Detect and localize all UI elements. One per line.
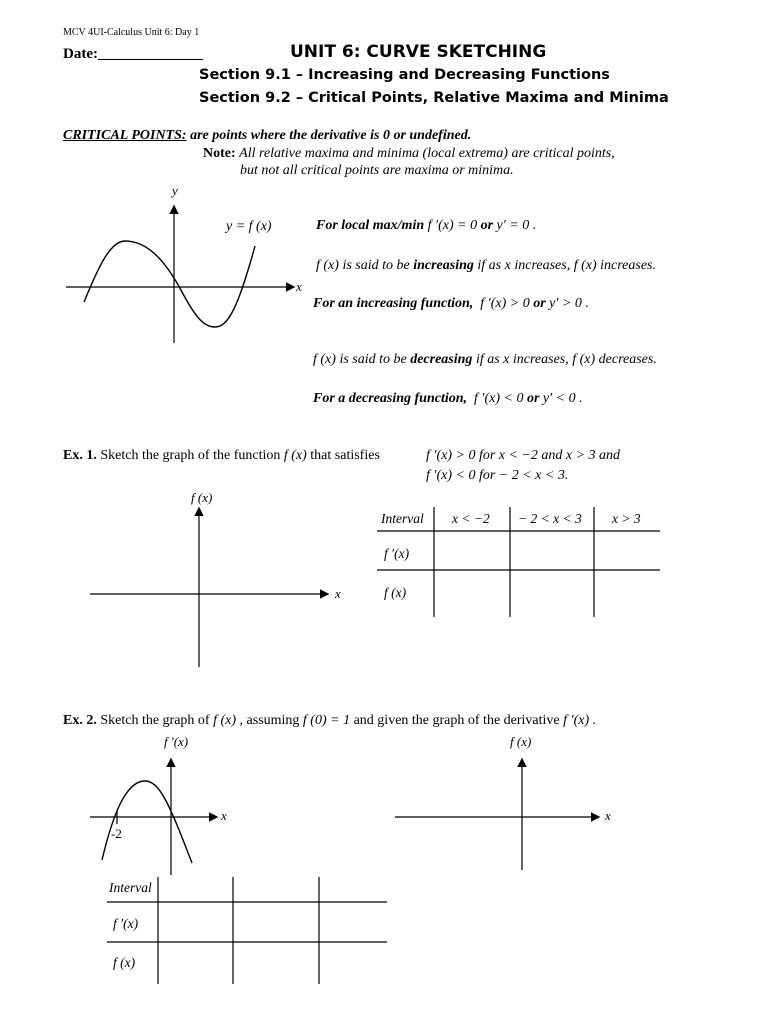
rule-local-extrema [316, 218, 536, 234]
rule-increasing-definition [316, 258, 656, 274]
rule-dec-eq2: y′ < 0 . [542, 391, 583, 406]
ex1-blank-graph [90, 509, 327, 667]
ex1-table-header-1: x < −2 [452, 511, 490, 526]
ex1-condition-2: f ′(x) < 0 for − 2 < x < 3. [426, 468, 569, 483]
ex1-graph-x-label: x [335, 586, 341, 601]
note-label: Note: [203, 146, 236, 161]
rule-dec-fn-lead: For a decreasing function, [313, 391, 468, 406]
ex2-blank-graph [395, 760, 598, 870]
ex1-table-header-2: − 2 < x < 3 [518, 511, 582, 526]
rule-inc-f: f (x) [316, 258, 339, 273]
ex1-graph-y-label: f (x) [191, 490, 213, 505]
rule-inc-eq1: f ′(x) > 0 [480, 296, 530, 311]
rule-inc-word: increasing [413, 258, 474, 273]
rule-dec-tail: if as x increases, f (x) decreases. [475, 352, 657, 367]
graph1-function-label: y = f (x) [226, 219, 272, 234]
ex2-deriv-tick-label: -2 [111, 826, 122, 841]
ex1-table-header-3: x > 3 [612, 511, 641, 526]
ex2-table-row-fprime: f ′(x) [113, 916, 139, 931]
graph1-y-label: y [172, 183, 178, 198]
rule-local-or: or [480, 218, 494, 233]
ex1-condition-1: f ′(x) > 0 for x < −2 and x > 3 and [426, 448, 621, 463]
ex1-fx: f (x) [283, 448, 307, 463]
rule-decreasing-function [313, 391, 583, 407]
ex2-table-header-interval: Interval [109, 880, 152, 895]
ex2-deriv-x-label: x [221, 808, 227, 823]
ex1-text-a: Sketch the graph of the function [100, 448, 281, 463]
ex1-table-row-f: f (x) [384, 585, 407, 600]
ex1-label: Ex. 1. [63, 448, 97, 463]
rule-dec-word: decreasing [410, 352, 473, 367]
rule-inc-or: or [533, 296, 546, 311]
ex2-text-b: assuming [246, 713, 300, 728]
rule-local-lead: For local max/min [316, 218, 425, 233]
ex2-table-row-f: f (x) [113, 955, 136, 970]
ex1-table-header-interval: Interval [381, 511, 424, 526]
date-field: Date:______________ [63, 46, 203, 62]
ex2-derivative-curve [102, 781, 192, 863]
critical-points-text: are points where the derivative is 0 or undefined. [190, 128, 472, 143]
ex2-fpx: f ′(x) . [563, 713, 597, 728]
rule-local-eq1: f ′(x) = 0 [427, 218, 478, 233]
graph1-curve [84, 241, 255, 327]
course-label: MCV 4UI-Calculus Unit 6: Day 1 [63, 27, 200, 38]
rule-inc-fn-lead: For an increasing function, [313, 296, 474, 311]
rule-decreasing-definition [313, 352, 657, 368]
ex2-derivative-graph [90, 760, 216, 875]
rule-dec-or: or [526, 391, 540, 406]
note-text-1: All relative maxima and minima (local extrema) are critical points, [239, 146, 615, 161]
ex2-deriv-y-label: f ′(x) [164, 734, 189, 749]
unit-title: UNIT 6: CURVE SKETCHING [290, 42, 547, 62]
rule-local-eq2: y′ = 0 . [496, 218, 537, 233]
ex1-text-b: that satisfies [310, 448, 380, 463]
ex1-statement [63, 448, 380, 464]
rule-inc-eq2: y′ > 0 . [549, 296, 589, 311]
ex1-table-row-fprime: f ′(x) [384, 546, 410, 561]
section-9-2-title: Section 9.2 – Critical Points, Relative Maxima and Minima [199, 90, 669, 106]
rule-increasing-function [313, 296, 589, 312]
critical-points-label: CRITICAL POINTS: [63, 128, 187, 143]
rule-dec-f: f (x) [313, 352, 336, 367]
rule-inc-tail: if as x increases, f (x) increases. [477, 258, 656, 273]
rule-dec-eq1: f ′(x) < 0 [474, 391, 524, 406]
rule-inc-said: is said to be [342, 258, 410, 273]
section-9-1-title: Section 9.1 – Increasing and Decreasing Functions [199, 67, 610, 83]
ex2-text-a: Sketch the graph of [100, 713, 210, 728]
ex2-blank-y-label: f (x) [510, 734, 532, 749]
ex2-given: f (0) = 1 [302, 713, 351, 728]
ex2-fx: f (x) , [213, 713, 244, 728]
ex2-statement [63, 713, 596, 729]
note-line-2: but not all critical points are maxima or minima. [240, 163, 514, 178]
ex2-blank-x-label: x [605, 808, 611, 823]
ex2-label: Ex. 2. [63, 713, 97, 728]
graph1-x-label: x [296, 279, 302, 294]
ex2-text-c: and given the graph of the derivative [353, 713, 560, 728]
rule-dec-said: is said to be [339, 352, 407, 367]
